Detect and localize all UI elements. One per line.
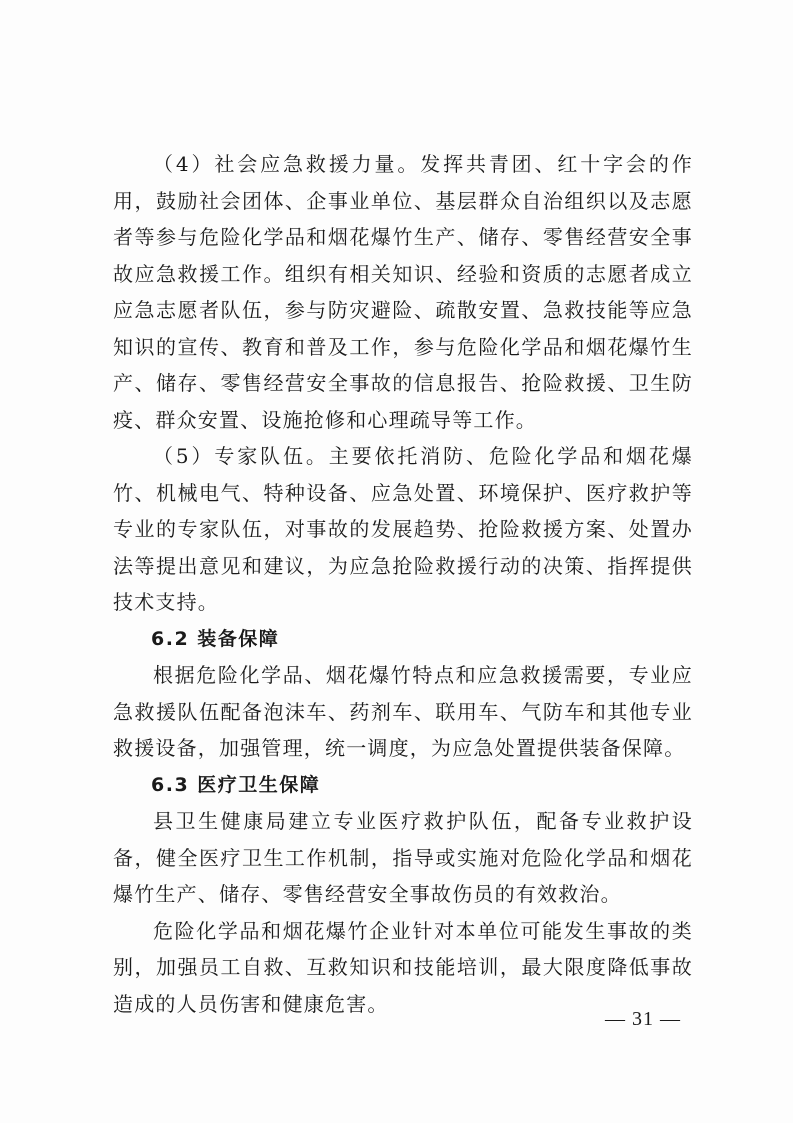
- document-body: [113, 146, 693, 1022]
- paragraph-enterprise-training: 危险化学品和烟花爆竹企业针对本单位可能发生事故的类别，加强员工自救、互救知识和技能培训，最大限度降低事故造成的人员伤害和健康危害。: [113, 918, 693, 1016]
- paragraph-expert-team: （5）专家队伍。主要依托消防、危险化学品和烟花爆竹、机械电气、特种设备、应急处置、环境保护、医疗救护等专业的专家队伍，对事故的发展趋势、抢险救援方案、处置办法等提出意见和建议，为应急抢险救援行动的决策、指挥提供技术支持。: [113, 444, 693, 614]
- paragraph-medical-team: 县卫生健康局建立专业医疗救护队伍，配备专业救护设备，健全医疗卫生工作机制，指导或实施对危险化学品和烟花爆竹生产、储存、零售经营安全事故伤员的有效救治。: [113, 809, 693, 906]
- paragraph-social-rescue-force: （4）社会应急救援力量。发挥共青团、红十字会的作用，鼓励社会团体、企事业单位、基层群众自治组织以及志愿者等参与危险化学品和烟花爆竹生产、储存、零售经营安全事故应急救援工作。组织有相关知识、经验和资质的志愿者成立应急志愿者队伍，参与防灾避险、疏散安置、急救技能等应急知识的宣传、教育和普及工作，参与危险化学品和烟花爆竹生产、储存、零售经营安全事故的信息报告、抢险救援、卫生防疫、群众安置、设施抢修和心理疏导等工作。: [113, 152, 693, 432]
- section-heading-medical: 6.3 医疗卫生保障: [151, 773, 321, 796]
- paragraph-equipment-guarantee: 根据危险化学品、烟花爆竹特点和应急救援需要，专业应急救援队伍配备泡沫车、药剂车、联用车、气防车和其他专业救援设备，加强管理，统一调度，为应急处置提供装备保障。: [113, 663, 693, 760]
- section-heading-equipment: 6.2 装备保障: [151, 627, 280, 650]
- page-number: — 31 —: [605, 1008, 681, 1030]
